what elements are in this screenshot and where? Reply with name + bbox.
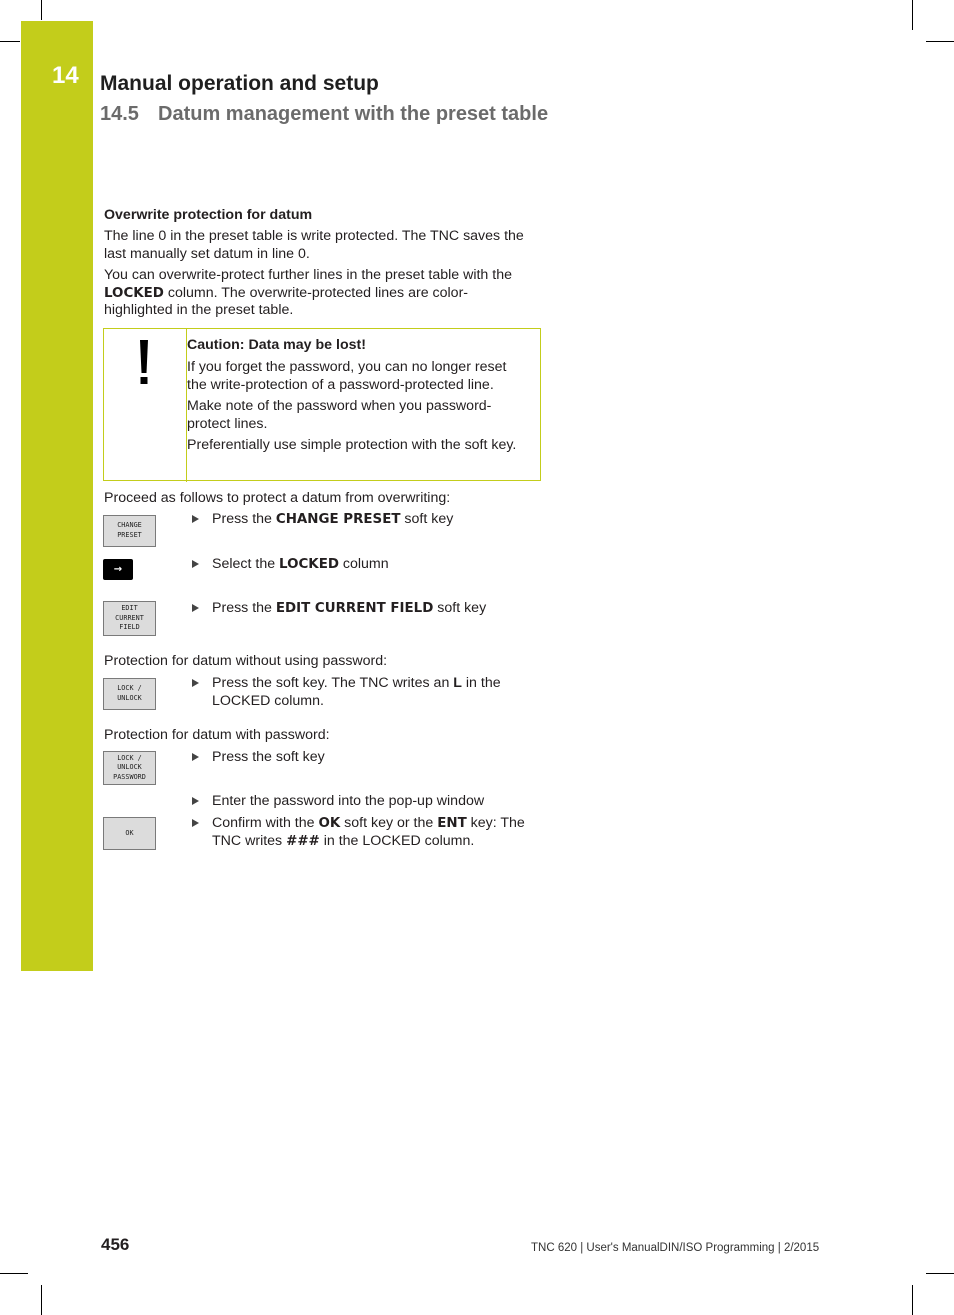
bullet-arrow-icon	[192, 604, 199, 612]
section-title	[100, 103, 548, 126]
softkey-label-line: FIELD	[119, 623, 140, 632]
step-text: key: The TNC writes	[212, 815, 525, 849]
proceed-text: Proceed as follows to protect a datum from overwriting:	[104, 490, 451, 506]
crop-mark	[0, 41, 20, 42]
bullet-arrow-icon	[192, 819, 199, 827]
step-keyword: OK	[318, 816, 341, 831]
paragraph-2	[104, 267, 524, 320]
crop-mark	[912, 0, 913, 30]
step-3-text	[212, 600, 486, 618]
page-number: 456	[101, 1235, 130, 1254]
lock-unlock-softkey[interactable]	[103, 678, 156, 710]
step-3	[192, 600, 486, 618]
step-1	[192, 511, 453, 529]
bullet-arrow-icon	[192, 679, 199, 687]
softkey-label-line: EDIT	[121, 604, 138, 613]
step-7-text	[212, 815, 542, 850]
softkey-label-line: PASSWORD	[113, 772, 146, 781]
ok-softkey[interactable]	[103, 817, 156, 850]
crop-mark	[41, 1285, 42, 1315]
softkey-label-line: UNLOCK	[117, 694, 142, 702]
caution-line-2: Make note of the password when you password-protect lines.	[187, 398, 492, 432]
crop-mark	[926, 1273, 954, 1274]
paragraph-1: The line 0 in the preset table is write protected. The TNC saves the last manually set datum in line 0.	[104, 228, 524, 262]
bullet-arrow-icon	[192, 515, 199, 523]
softkey-label	[117, 521, 142, 540]
subsection-heading: Overwrite protection for datum	[104, 207, 313, 223]
step-keyword: EDIT CURRENT FIELD	[275, 601, 434, 616]
footer-text: TNC 620 | User's ManualDIN/ISO Programming | 2/2015	[531, 1242, 820, 1254]
step-text: column	[338, 556, 389, 572]
step-keyword: CHANGE PRESET	[275, 512, 401, 527]
locked-keyword: LOCKED	[104, 285, 164, 301]
bullet-arrow-icon	[192, 753, 199, 761]
step-text: soft key or the	[340, 815, 438, 831]
step-text: Select the	[212, 556, 280, 572]
softkey-label	[113, 754, 146, 783]
crop-mark	[41, 0, 42, 20]
softkey-label-line: CHANGE	[117, 521, 142, 530]
step-text: Press the	[212, 600, 276, 616]
crop-mark	[912, 1285, 913, 1315]
section-title-text: Datum management with the preset table	[158, 103, 549, 125]
arrow-right-key[interactable]: →	[103, 559, 133, 580]
paragraph-2-text: You can overwrite-protect further lines in the preset table with the	[104, 267, 512, 283]
chapter-sidebar	[21, 21, 93, 971]
step-5	[192, 749, 325, 767]
softkey-label-line: LOCK /	[117, 753, 142, 762]
step-2-text	[212, 556, 389, 574]
softkey-label-line: LOCK /	[117, 684, 142, 693]
with-password-text: Protection for datum with password:	[104, 727, 330, 743]
step-text: soft key	[433, 600, 487, 616]
lock-unlock-password-softkey[interactable]	[103, 751, 156, 785]
step-text: in the LOCKED column.	[319, 832, 475, 849]
step-keyword: ###	[286, 833, 320, 849]
exclamation-icon	[137, 340, 151, 386]
softkey-label: OK	[125, 828, 134, 837]
step-keyword: L	[453, 675, 462, 691]
step-4-text	[212, 675, 532, 710]
paragraph-2-text-end: column. The overwrite-protected lines are color-highlighted in the preset table.	[104, 284, 469, 318]
softkey-label	[117, 684, 142, 703]
without-password-text: Protection for datum without using password:	[104, 653, 388, 669]
softkey-label-line: PRESET	[117, 531, 142, 539]
edit-current-field-softkey[interactable]	[103, 601, 156, 636]
chapter-title: Manual operation and setup	[100, 72, 379, 95]
step-5-text: Press the soft key	[212, 749, 325, 765]
step-6	[192, 793, 484, 811]
caution-title: Caution: Data may be lost!	[187, 337, 366, 353]
step-text: in the LOCKED column.	[212, 675, 501, 709]
change-preset-softkey[interactable]	[103, 515, 156, 547]
softkey-label	[115, 604, 144, 633]
step-text: soft key	[400, 511, 454, 527]
crop-mark	[926, 41, 954, 42]
chapter-number: 14	[52, 62, 79, 89]
section-number: 14.5	[100, 103, 139, 125]
step-6-text: Enter the password into the pop-up window	[212, 793, 485, 809]
step-text: Confirm with the	[212, 815, 319, 831]
softkey-label-line: UNLOCK	[117, 763, 142, 772]
caution-line-3: Preferentially use simple protection with the soft key.	[187, 437, 517, 453]
step-1-text	[212, 511, 453, 529]
step-2	[192, 556, 389, 574]
softkey-label-line: CURRENT	[115, 613, 144, 622]
step-text: Press the	[212, 511, 276, 527]
step-4	[192, 675, 532, 710]
bullet-arrow-icon	[192, 560, 199, 568]
step-text: Press the soft key. The TNC writes an	[212, 675, 454, 691]
step-7	[192, 815, 542, 850]
caution-line-1: If you forget the password, you can no longer reset the write-protection of a password-protected line.	[187, 359, 507, 393]
bullet-arrow-icon	[192, 797, 199, 805]
step-keyword: LOCKED	[279, 557, 339, 572]
step-keyword: ENT	[437, 816, 467, 831]
crop-mark	[0, 1273, 28, 1274]
